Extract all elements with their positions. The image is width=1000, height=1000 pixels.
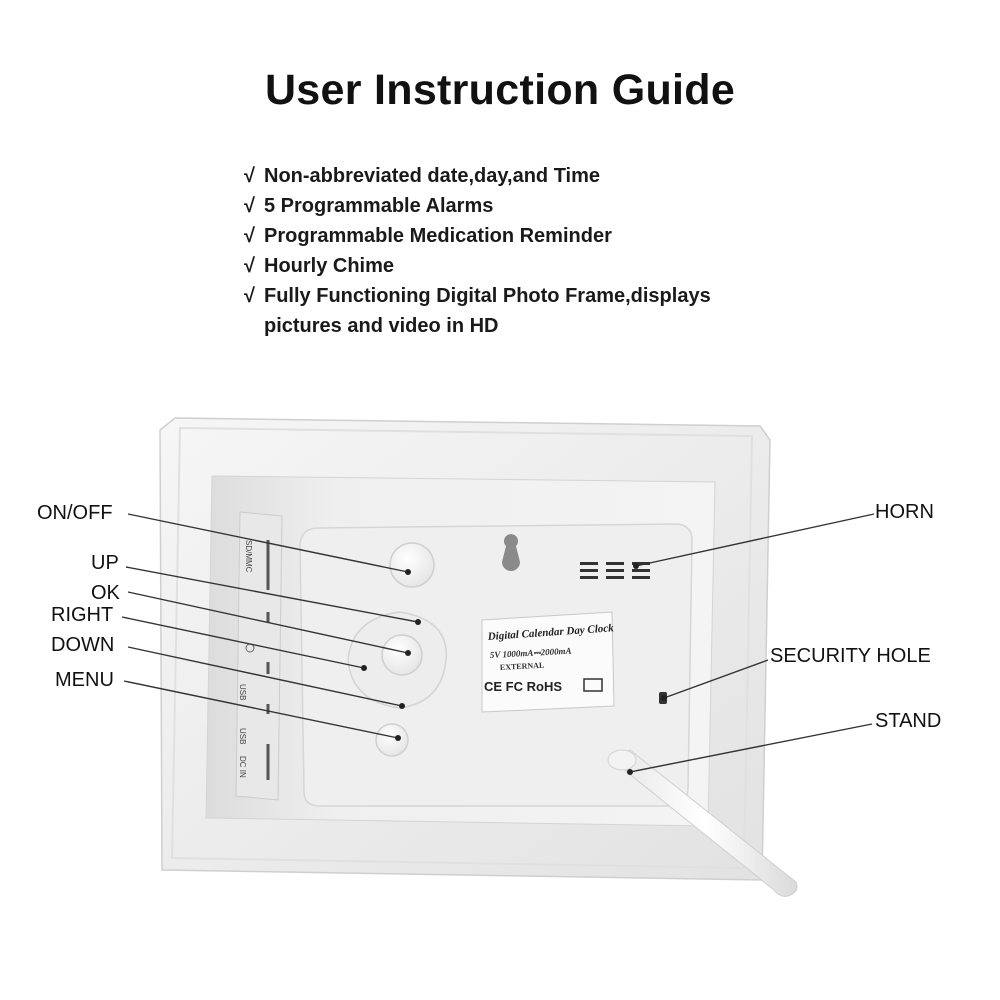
sticker-power: 5V 1000mA⎓2000mA <box>489 645 572 660</box>
check-icon: √ <box>244 225 255 247</box>
sticker-external: EXTERNAL <box>499 660 545 672</box>
feature-text: Programmable Medication Reminder <box>264 225 612 247</box>
menu-button <box>376 724 408 756</box>
ok-button <box>382 635 422 675</box>
callout-menu: MENU <box>55 669 114 691</box>
port-label-usb-1: USB <box>238 684 247 701</box>
callout-right: RIGHT <box>51 604 114 626</box>
keyhole-icon <box>502 534 520 571</box>
callout-down: DOWN <box>51 634 115 656</box>
callout-horn: HORN <box>875 501 934 523</box>
sticker-title: Digital Calendar Day Clock <box>487 622 615 643</box>
check-icon: √ <box>244 255 255 277</box>
callout-ok: OK <box>91 582 120 604</box>
check-icon: √ <box>244 195 255 217</box>
callout-stand: STAND <box>875 710 942 732</box>
port-label-dc: DC IN <box>238 756 247 778</box>
callout-up: UP <box>91 552 119 574</box>
feature-text: Non-abbreviated date,day,and Time <box>264 165 601 187</box>
check-icon: √ <box>244 165 255 187</box>
port-label-sd: SD/MMC <box>244 540 253 573</box>
callout-security-hole: SECURITY HOLE <box>770 645 931 667</box>
feature-text: Fully Functioning Digital Photo Frame,displays pictures and video in HD <box>264 285 711 337</box>
port-label-usb-2: USB <box>238 728 247 745</box>
callout-on-off: ON/OFF <box>37 502 113 524</box>
sticker-certs: CE FC RoHS <box>484 679 562 694</box>
check-icon: √ <box>244 285 255 307</box>
feature-text: 5 Programmable Alarms <box>264 195 494 217</box>
feature-text: Hourly Chime <box>264 255 395 277</box>
label-sticker <box>482 612 615 712</box>
page-title: User Instruction Guide <box>264 66 736 114</box>
on-off-button <box>390 543 434 587</box>
